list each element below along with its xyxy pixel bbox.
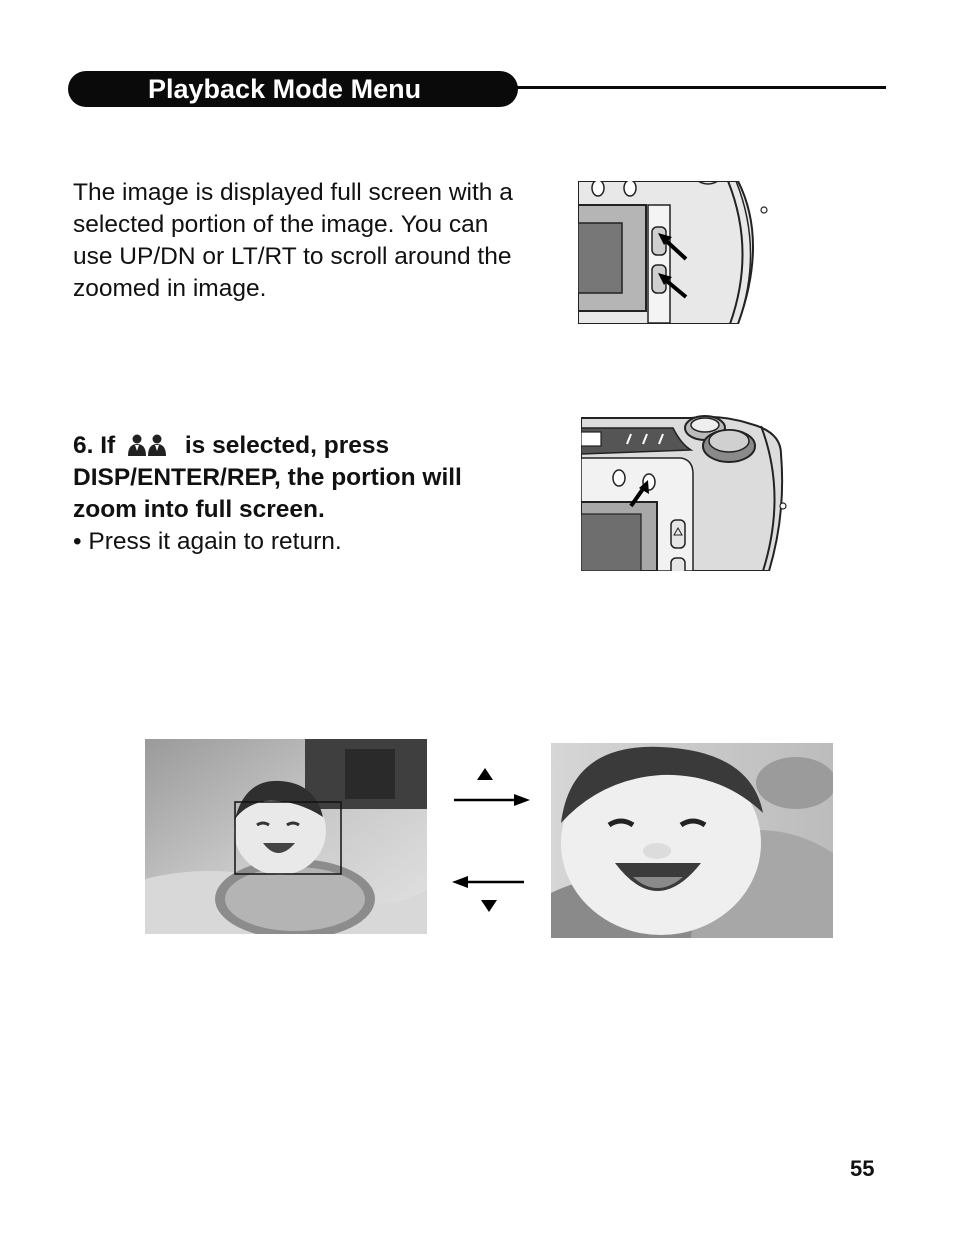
- section-title: Playback Mode Menu: [148, 74, 422, 104]
- camera-updown-buttons-illustration: [578, 181, 768, 324]
- step-6-bullet: • Press it again to return.: [73, 528, 342, 555]
- down-arrow-icon: [481, 900, 497, 912]
- section-header-pill: [68, 71, 518, 107]
- step-6-instruction: is selected, press DISP/ENTER/REP, the portion will zoom into full screen.: [73, 432, 462, 523]
- zoom-toggle-arrows: [450, 764, 534, 916]
- step-6-prefix: 6. If: [73, 432, 116, 459]
- intro-paragraph: The image is displayed full screen with a selected portion of the image. You can use UP/DN or LT/RT to scroll around the zoomed in image.: [73, 179, 513, 302]
- header-rule: [516, 86, 886, 89]
- baby-photo-with-selection: [145, 739, 427, 934]
- camera-disp-button-illustration: [581, 414, 787, 571]
- baby-photo-zoomed: [551, 743, 833, 938]
- up-arrow-icon: [477, 768, 493, 780]
- step-6: [73, 430, 513, 558]
- page-number: 55: [850, 1156, 875, 1181]
- left-arrow-icon: [452, 876, 468, 888]
- portrait-pair-icon: [126, 433, 168, 457]
- right-arrow-icon: [514, 794, 530, 806]
